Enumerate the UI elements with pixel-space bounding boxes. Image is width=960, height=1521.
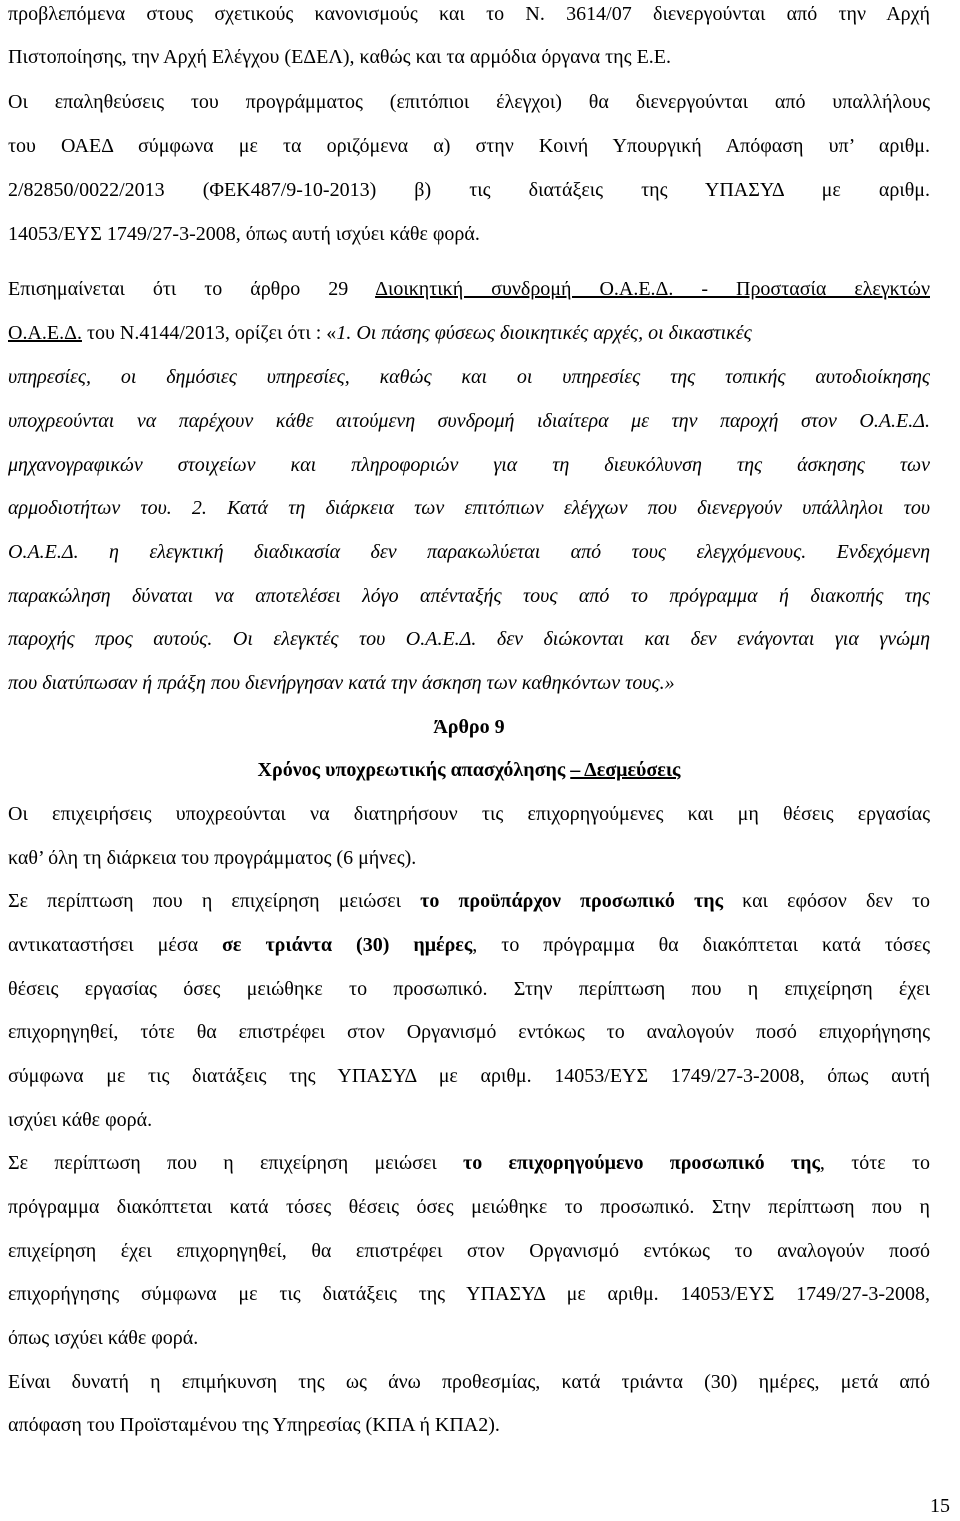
text-line: [8, 1151, 930, 1175]
quote-line: υπηρεσίες, οι δημόσιες υπηρεσίες, καθώς και οι υπηρεσίες της τοπικής αυτοδιοίκησης: [8, 366, 930, 388]
text-line: προβλεπόμενα στους σχετικούς κανονισμούς και το Ν. 3614/07 διενεργούνται από την Αρχή: [8, 3, 930, 25]
quote-line: παρακώληση δύναται να αποτελέσει λόγο απένταξής τους από το πρόγραμμα ή διακοπής της: [8, 585, 930, 607]
quote-line: μηχανογραφικών στοιχείων και πληροφοριών για τη διευκόλυνση της άσκησης των: [8, 454, 930, 476]
page-number: 15: [930, 1495, 950, 1517]
text-line: Είναι δυνατή η επιμήκυνση της ως άνω προθεσμίας, κατά τριάντα (30) ημέρες, μετά από: [8, 1371, 930, 1393]
text-line: 2/82850/0022/2013 (ΦΕΚ487/9-10-2013) β) τις διατάξεις της ΥΠΑΣΥΔ με αριθμ.: [8, 179, 930, 201]
text-line: Οι επαληθεύσεις του προγράμματος (επιτόπιοι έλεγχοι) θα διενεργούνται από υπαλλήλους: [8, 91, 930, 113]
text-line: του ΟΑΕΔ σύμφωνα με τα οριζόμενα α) στην Κοινή Υπουργική Απόφαση υπ’ αριθμ.: [8, 135, 930, 157]
quote-line: υποχρεούνται να παρέχουν κάθε αιτούμενη συνδρομή ιδιαίτερα με την παροχή στον Ο.Α.Ε.Δ.: [8, 410, 930, 432]
text-span: , τότε το: [819, 1152, 930, 1174]
quote-line: αρμοδιοτήτων του. 2. Κατά τη διάρκεια των επιτόπιων ελέγχων που διενεργούν υπάλληλοι του: [8, 497, 930, 519]
text-line: επιχείρηση έχει επιχορηγηθεί, θα επιστρέφει στον Οργανισμό εντόκως το αναλογούν ποσό: [8, 1240, 930, 1262]
text-span: Σε περίπτωση που η επιχείρηση μειώσει: [8, 890, 421, 912]
notice-text: του Ν.4144/2013, ορίζει ότι : «: [81, 322, 337, 344]
text-span: , το πρόγραμμα θα διακόπτεται κατά τόσες: [472, 934, 931, 956]
text-line: καθ’ όλη τη διάρκεια του προγράμματος (6 μήνες).: [8, 847, 417, 869]
notice-underlined-heading: Διοικητική συνδρομή Ο.Α.Ε.Δ. - Προστασία ελεγκτών: [375, 278, 930, 300]
text-line: όπως ισχύει κάθε φορά.: [8, 1327, 199, 1349]
notice-line-1: [8, 277, 930, 301]
bold-phrase: σε τριάντα (30) ημέρες: [222, 934, 473, 956]
notice-text: Επισημαίνεται ότι το άρθρο 29: [8, 278, 376, 300]
bold-phrase: το επιχορηγούμενο προσωπικό της: [463, 1152, 820, 1174]
text-line: 14053/ΕΥΣ 1749/27-3-2008, όπως αυτή ισχύει κάθε φορά.: [8, 223, 480, 245]
text-line: Οι επιχειρήσεις υποχρεούνται να διατηρήσουν τις επιχορηγούμενες και μη θέσεις εργασίας: [8, 803, 930, 825]
text-line: απόφαση του Προϊσταμένου της Υπηρεσίας (ΚΠΑ ή ΚΠΑ2).: [8, 1414, 500, 1436]
bold-phrase: το προϋπάρχον προσωπικό της: [420, 890, 724, 912]
text-line: [8, 933, 930, 957]
quote-line: παροχής προς αυτούς. Οι ελεγκτές του Ο.Α.Ε.Δ. δεν διώκονται και δεν ενάγονται για γνώμη: [8, 628, 930, 650]
text-span: Σε περίπτωση που η επιχείρηση μειώσει: [8, 1152, 464, 1174]
quote-line: που διατύπωσαν ή πράξη που διενήργησαν κατά την άσκηση των καθηκόντων τους.»: [8, 672, 675, 694]
quote-line: Ο.Α.Ε.Δ. η ελεγκτική διαδικασία δεν παρακωλύεται από τους ελεγχόμενους. Ενδεχόμενη: [8, 541, 930, 563]
text-line: επιχορήγησης σύμφωνα με τις διατάξεις της ΥΠΑΣΥΔ με αριθμ. 14053/ΕΥΣ 1749/27-3-2008,: [8, 1283, 930, 1305]
text-line: σύμφωνα με τις διατάξεις της ΥΠΑΣΥΔ με αριθμ. 14053/ΕΥΣ 1749/27-3-2008, όπως αυτή: [8, 1065, 930, 1087]
text-line: θέσεις εργασίας όσες μειώθηκε το προσωπικό. Στην περίπτωση που η επιχείρηση έχει: [8, 978, 930, 1000]
text-span: και εφόσον δεν το: [723, 890, 930, 912]
text-line: ισχύει κάθε φορά.: [8, 1109, 153, 1131]
notice-underlined-heading: Ο.Α.Ε.Δ.: [8, 322, 82, 344]
text-line: πρόγραμμα διακόπτεται κατά τόσες θέσεις όσες μειώθηκε το προσωπικό. Στην περίπτωση που η: [8, 1196, 930, 1218]
text-line: [8, 889, 930, 913]
text-span: αντικαταστήσει μέσα: [8, 934, 223, 956]
article-number: Άρθρο 9: [433, 716, 505, 738]
quote-text: 1. Οι πάσης φύσεως διοικητικές αρχές, οι δικαστικές: [336, 322, 752, 344]
notice-line-2: [8, 321, 930, 345]
article-title-text: Χρόνος υποχρεωτικής απασχόλησης: [257, 759, 571, 781]
text-line: επιχορηγηθεί, τότε θα επιστρέφει στον Οργανισμό εντόκως το αναλογούν ποσό επιχορήγησης: [8, 1021, 930, 1043]
article-title: [8, 758, 930, 782]
article-title-underlined: – Δεσμεύσεις: [570, 759, 681, 781]
text-line: Πιστοποίησης, την Αρχή Ελέγχου (ΕΔΕΛ), καθώς και τα αρμόδια όργανα της Ε.Ε.: [8, 46, 671, 68]
